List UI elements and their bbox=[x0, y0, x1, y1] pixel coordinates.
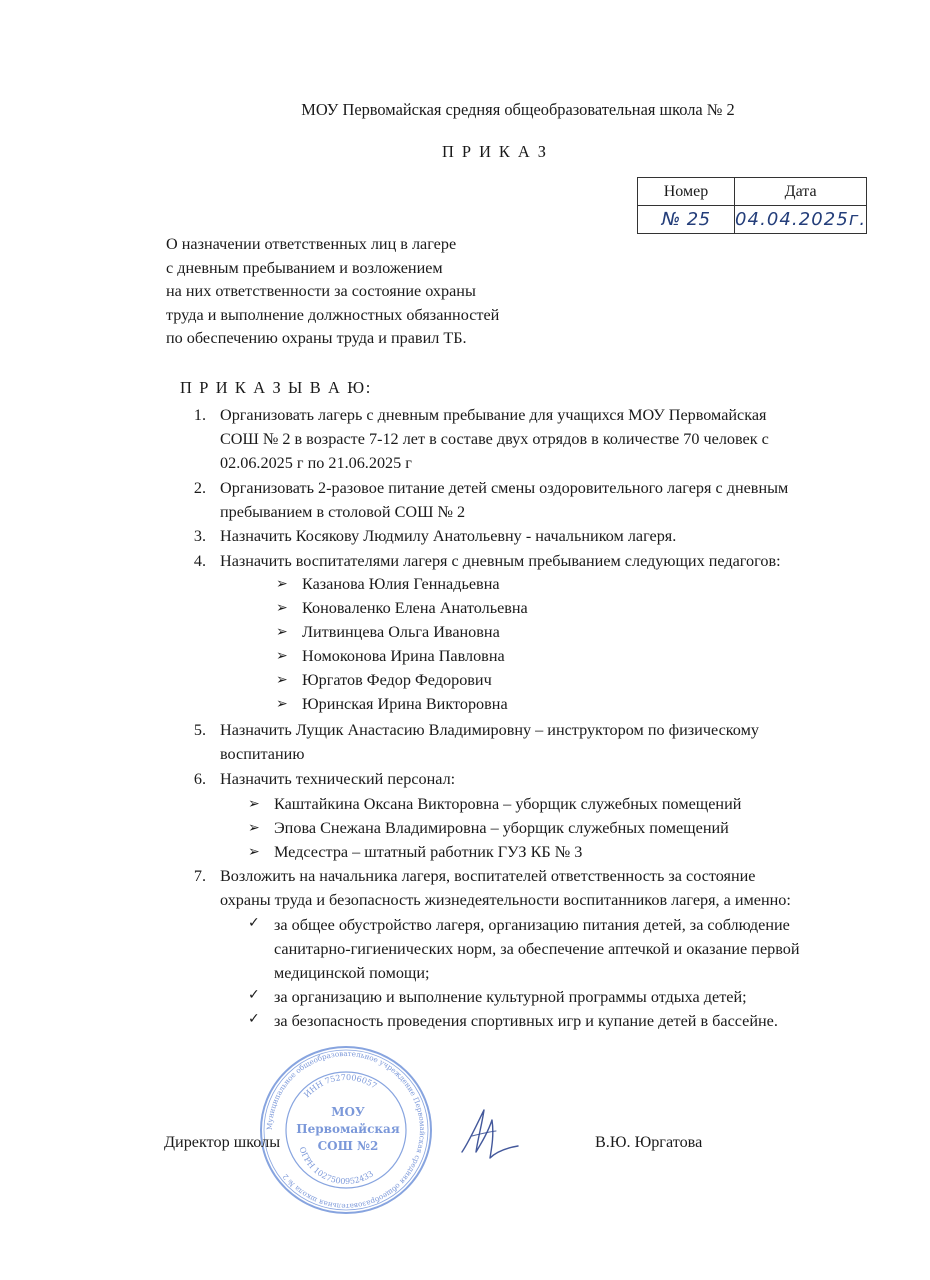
date-header: Дата bbox=[735, 178, 867, 206]
staff-entry: Медсестра – штатный работник ГУЗ КБ № 3 bbox=[274, 843, 583, 861]
subject-line: О назначении ответственных лиц в лагере bbox=[166, 235, 457, 253]
orders-heading: П Р И К А З Ы В А Ю: bbox=[180, 378, 372, 397]
subject-line: труда и выполнение должностных обязанностей bbox=[166, 305, 500, 324]
stamp-ogrn: ОГРН 1027500952433 bbox=[297, 1145, 376, 1187]
item-text: пребыванием в столовой СОШ № 2 bbox=[220, 503, 466, 521]
item-number: 7. bbox=[193, 867, 206, 885]
educator-name: Казанова Юлия Геннадьевна bbox=[302, 575, 500, 593]
subject-line: по обеспечению охраны труда и правил ТБ. bbox=[166, 329, 467, 347]
educator-name: Номоконова Ирина Павловна bbox=[302, 647, 505, 665]
item-number: 2. bbox=[193, 479, 206, 497]
item-text: Назначить Лущик Анастасию Владимировну – инструктором по физическому bbox=[220, 721, 759, 739]
duty-text: за безопасность проведения спортивных игр и купание детей в бассейне. bbox=[274, 1012, 778, 1030]
stamp-center-line: Первомайская bbox=[296, 1122, 400, 1136]
item-text: Организовать лагерь с дневным пребывание для учащихся МОУ Первомайская bbox=[220, 406, 767, 424]
educator-name: Литвинцева Ольга Ивановна bbox=[302, 623, 500, 641]
school-stamp bbox=[258, 1044, 434, 1216]
arrow-bullet-icon: ➢ bbox=[276, 672, 288, 688]
order-title: П Р И К А З bbox=[442, 142, 548, 161]
staff-entry: Каштайкина Оксана Викторовна – уборщик служебных помещений bbox=[274, 795, 742, 813]
order-subject bbox=[166, 233, 499, 351]
order-date-value: 04.04.2025г. bbox=[735, 209, 867, 230]
item-text: Назначить воспитателями лагеря с дневным пребыванием следующих педагогов: bbox=[220, 552, 781, 570]
item-text: Назначить Косякову Людмилу Анатольевну - начальником лагеря. bbox=[220, 527, 677, 545]
duty-text: санитарно-гигиенических норм, за обеспечение аптечкой и оказание первой bbox=[274, 940, 800, 958]
subject-line: с дневным пребыванием и возложением bbox=[166, 258, 443, 277]
item-number: 1. bbox=[193, 406, 206, 424]
arrow-bullet-icon: ➢ bbox=[276, 648, 288, 664]
order-number-date-table bbox=[637, 177, 867, 234]
duty-text: медицинской помощи; bbox=[274, 964, 430, 982]
item-text: Возложить на начальника лагеря, воспитателей ответственность за состояние bbox=[220, 867, 756, 885]
school-name: МОУ Первомайская средняя общеобразовательная школа № 2 bbox=[301, 100, 735, 119]
director-title: Директор школы bbox=[164, 1133, 281, 1151]
item-number: 5. bbox=[193, 721, 206, 739]
educator-name: Коноваленко Елена Анатольевна bbox=[302, 599, 528, 617]
duty-text: за организацию и выполнение культурной программы отдыха детей; bbox=[274, 988, 747, 1006]
arrow-bullet-icon: ➢ bbox=[276, 576, 288, 592]
item-number: 3. bbox=[193, 527, 206, 545]
duty-text: за общее обустройство лагеря, организацию питания детей, за соблюдение bbox=[274, 916, 790, 934]
item-text: охраны труда и безопасность жизнедеятельности воспитанников лагеря, а именно: bbox=[220, 891, 791, 909]
checkmark-icon: ✓ bbox=[248, 1011, 260, 1027]
item-number: 6. bbox=[193, 770, 206, 788]
staff-entry: Эпова Снежана Владимировна – уборщик служебных помещений bbox=[274, 819, 729, 837]
stamp-outer-text: Муниципальное общеобразовательное учреждение Первомайская средняя общеобразовательная школа № 2 bbox=[264, 1048, 428, 1212]
subject-line: на них ответственности за состояние охраны bbox=[166, 282, 476, 300]
educator-name: Юринская Ирина Викторовна bbox=[302, 695, 508, 713]
arrow-bullet-icon: ➢ bbox=[276, 696, 288, 712]
director-name: В.Ю. Юргатова bbox=[595, 1133, 703, 1151]
stamp-inn: ИНН 7527006057 bbox=[302, 1072, 379, 1100]
checkmark-icon: ✓ bbox=[248, 987, 260, 1003]
educator-name: Юргатов Федор Федорович bbox=[302, 671, 492, 689]
stamp-center-line: МОУ bbox=[331, 1105, 365, 1119]
item-number: 4. bbox=[193, 552, 206, 570]
number-header: Номер bbox=[638, 178, 735, 206]
arrow-bullet-icon: ➢ bbox=[276, 624, 288, 640]
arrow-bullet-icon: ➢ bbox=[276, 600, 288, 616]
checkmark-icon: ✓ bbox=[248, 915, 260, 931]
handwritten-signature bbox=[452, 1102, 524, 1164]
item-text: СОШ № 2 в возрасте 7-12 лет в составе двух отрядов в количестве 70 человек с bbox=[220, 430, 769, 448]
arrow-bullet-icon: ➢ bbox=[248, 844, 260, 860]
item-text: 02.06.2025 г по 21.06.2025 г bbox=[220, 454, 412, 472]
arrow-bullet-icon: ➢ bbox=[248, 796, 260, 812]
arrow-bullet-icon: ➢ bbox=[248, 820, 260, 836]
item-text: воспитанию bbox=[220, 745, 305, 763]
item-text: Назначить технический персонал: bbox=[220, 770, 456, 788]
item-text: Организовать 2-разовое питание детей смены оздоровительного лагеря с дневным bbox=[220, 479, 789, 497]
stamp-center-line: СОШ №2 bbox=[317, 1139, 379, 1153]
order-number-value: № 25 bbox=[661, 209, 711, 230]
